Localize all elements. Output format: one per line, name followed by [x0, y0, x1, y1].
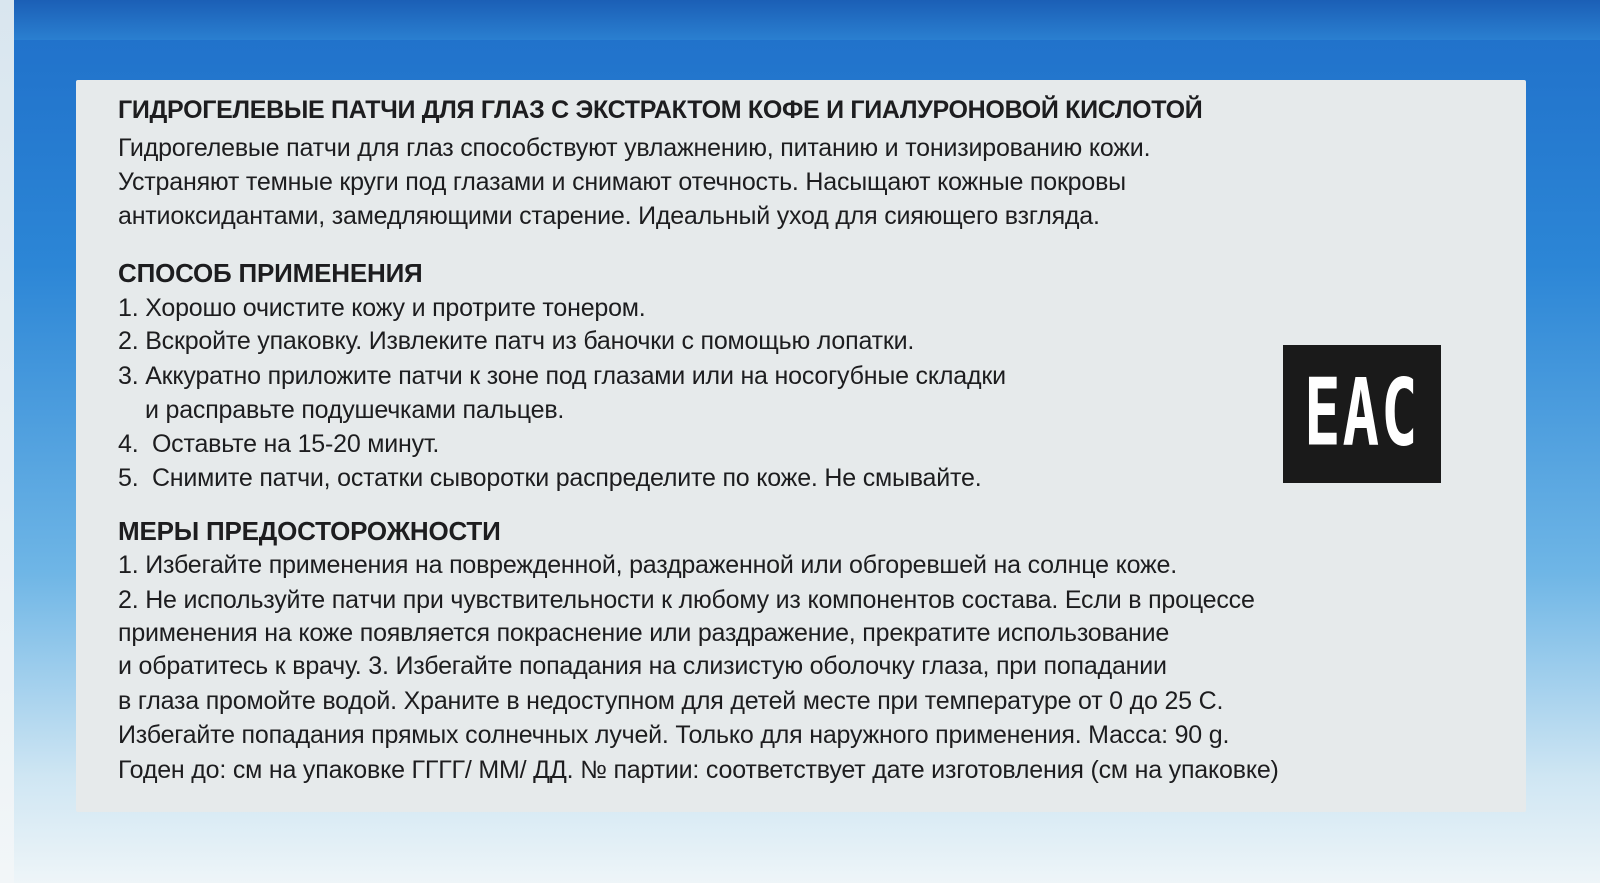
- description-line: Гидрогелевые патчи для глаз способствуют увлажнению, питанию и тонизированию кожи.: [118, 134, 1151, 162]
- precaution-line: Избегайте попадания прямых солнечных лучей. Только для наружного применения. Масса: 90 g.: [118, 721, 1230, 749]
- usage-step: 2. Вскройте упаковку. Извлеките патч из баночки с помощью лопатки.: [118, 327, 915, 355]
- usage-step: 5. Снимите патчи, остатки сыворотки распределите по коже. Не смывайте.: [118, 464, 982, 492]
- precaution-line: и обратитесь к врачу. 3. Избегайте попадания на слизистую оболочку глаза, при попадании: [118, 652, 1167, 680]
- eac-certification-mark: [1283, 345, 1441, 483]
- usage-step: 4. Оставьте на 15-20 минут.: [118, 430, 440, 458]
- description-line: антиоксидантами, замедляющими старение. Идеальный уход для сияющего взгляда.: [118, 202, 1100, 230]
- usage-step: 3. Аккуратно приложите патчи к зоне под глазами или на носогубные складки: [118, 362, 1006, 390]
- usage-heading: СПОСОБ ПРИМЕНЕНИЯ: [118, 258, 423, 288]
- usage-step: 1. Хорошо очистите кожу и протрите тонером.: [118, 294, 646, 322]
- box-left-edge: [0, 0, 14, 883]
- box-top-edge: [0, 0, 1600, 40]
- precaution-line: в глаза промойте водой. Храните в недоступном для детей месте при температуре от 0 до 25 С.: [118, 687, 1224, 715]
- usage-step: и расправьте подушечками пальцев.: [118, 396, 565, 424]
- precaution-line: 2. Не используйте патчи при чувствительности к любому из компонентов состава. Если в процессе: [118, 586, 1255, 614]
- product-title: ГИДРОГЕЛЕВЫЕ ПАТЧИ ДЛЯ ГЛАЗ С ЭКСТРАКТОМ КОФЕ И ГИАЛУРОНОВОЙ КИСЛОТОЙ: [118, 96, 1203, 124]
- eac-mark-text: EAC: [1304, 360, 1420, 468]
- precaution-line: 1. Избегайте применения на поврежденной, раздраженной или обгоревшей на солнце коже.: [118, 551, 1177, 579]
- precaution-line: Годен до: см на упаковке ГГГГ/ ММ/ ДД. № партии: соответствует дате изготовления (см на упаковке): [118, 756, 1279, 784]
- precaution-line: применения на коже появляется покраснение или раздражение, прекратите использование: [118, 619, 1170, 647]
- precautions-heading: МЕРЫ ПРЕДОСТОРОЖНОСТИ: [118, 516, 501, 546]
- description-line: Устраняют темные круги под глазами и снимают отечность. Насыщают кожные покровы: [118, 168, 1126, 196]
